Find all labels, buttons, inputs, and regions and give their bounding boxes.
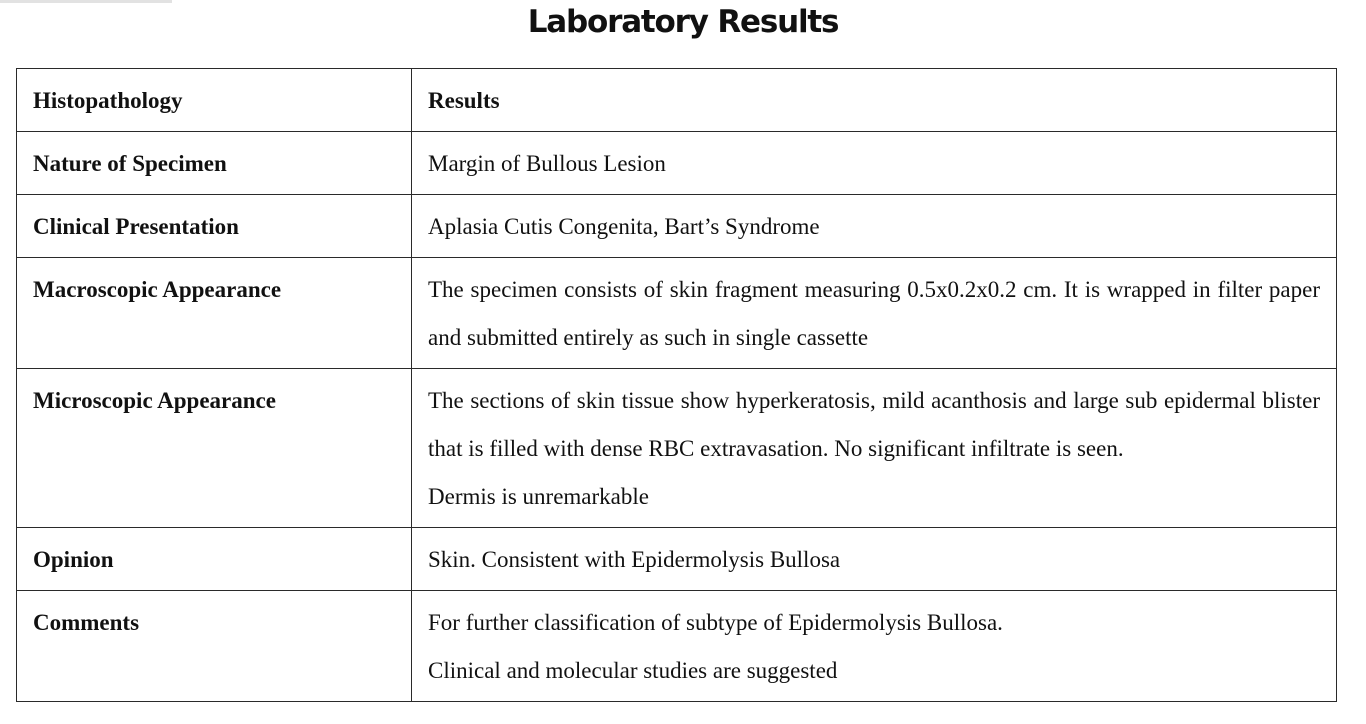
row-value	[412, 369, 1337, 528]
value-line: Skin. Consistent with Epidermolysis Bullosa	[428, 547, 841, 572]
header-results: Results	[412, 69, 1337, 132]
table-row-comments	[17, 591, 1337, 702]
row-label: Nature of Specimen	[17, 132, 412, 195]
value-line: The sections of skin tissue show hyperkeratosis, mild acanthosis and large sub epidermal blister that is filled with dense RBC extravasation. No significant infiltrate is seen.	[428, 388, 1320, 461]
row-label: Macroscopic Appearance	[17, 258, 412, 369]
value-line: The specimen consists of skin fragment measuring 0.5x0.2x0.2 cm. It is wrapped in filter paper and submitted entirely as such in single cassette	[428, 277, 1320, 350]
row-value	[412, 132, 1337, 195]
value-line: Margin of Bullous Lesion	[428, 151, 666, 176]
row-label: Opinion	[17, 528, 412, 591]
row-value	[412, 258, 1337, 369]
row-label: Comments	[17, 591, 412, 702]
row-label: Clinical Presentation	[17, 195, 412, 258]
table-header-row	[17, 69, 1337, 132]
table-row-microscopic-appearance	[17, 369, 1337, 528]
value-line: Aplasia Cutis Congenita, Bart’s Syndrome	[428, 214, 820, 239]
row-label: Microscopic Appearance	[17, 369, 412, 528]
table-row-macroscopic-appearance	[17, 258, 1337, 369]
row-value	[412, 195, 1337, 258]
row-value	[412, 528, 1337, 591]
value-line: For further classification of subtype of Epidermolysis Bullosa.	[428, 610, 1003, 635]
page-title: Laboratory Results	[527, 4, 839, 40]
corner-fragment	[0, 0, 172, 3]
results-table	[16, 68, 1337, 702]
table-row-clinical-presentation	[17, 195, 1337, 258]
header-histopathology: Histopathology	[17, 69, 412, 132]
table-row-opinion	[17, 528, 1337, 591]
row-value	[412, 591, 1337, 702]
table-row-nature-of-specimen	[17, 132, 1337, 195]
value-line: Dermis is unremarkable	[428, 484, 649, 509]
value-line: Clinical and molecular studies are suggested	[428, 658, 838, 683]
